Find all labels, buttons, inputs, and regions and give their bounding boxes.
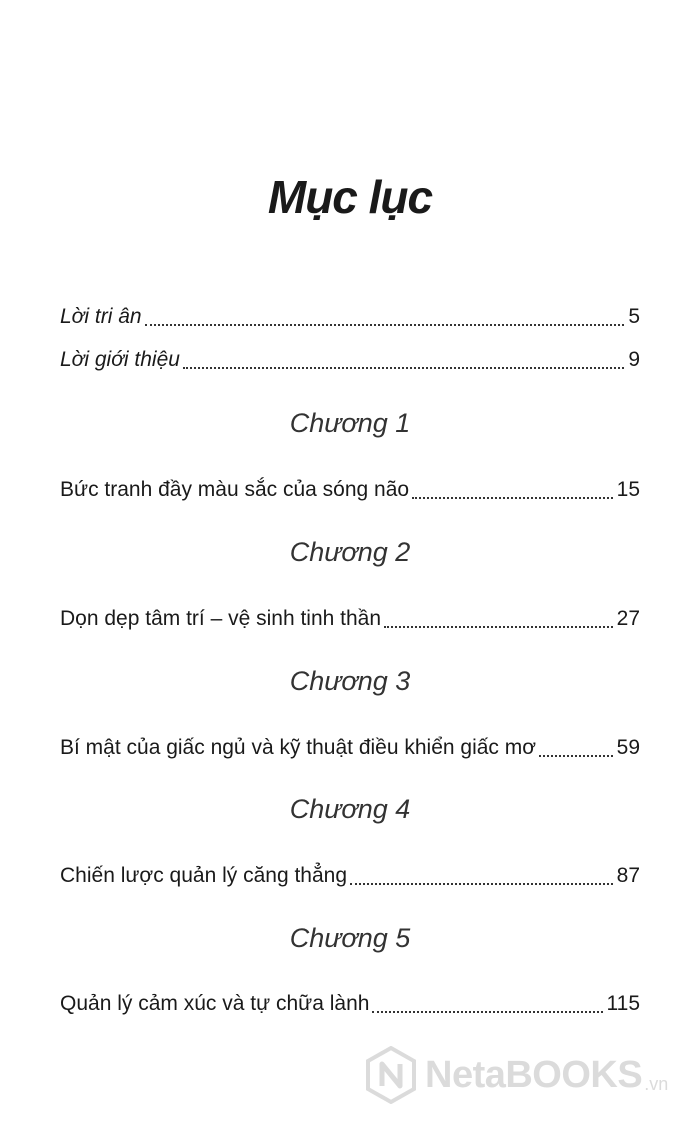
- toc-entry-title: Bí mật của giấc ngủ và kỹ thuật điều khiển giấc mơ: [60, 736, 537, 759]
- toc-page-number: 5: [628, 305, 640, 328]
- toc-page-number: 59: [616, 736, 640, 759]
- toc-leader-dots: [412, 477, 613, 499]
- n-hexagon-icon: [365, 1046, 417, 1104]
- toc-page-number: 87: [616, 864, 640, 887]
- toc-leader-dots: [539, 735, 613, 757]
- toc-leader-dots: [350, 863, 613, 885]
- toc-entry-title: Dọn dẹp tâm trí – vệ sinh tinh thần: [60, 607, 382, 630]
- toc-page-number: 115: [606, 992, 640, 1015]
- toc-entry[interactable]: [60, 604, 640, 634]
- chapter-heading: Chương 2: [289, 537, 411, 567]
- toc-entry-title: Lời giới thiệu: [60, 348, 180, 371]
- toc-leader-dots: [384, 606, 613, 628]
- toc-entry-title: Quản lý cảm xúc và tự chữa lành: [60, 992, 370, 1015]
- toc-entry-title: Chiến lược quản lý căng thẳng: [60, 864, 348, 887]
- toc-leader-dots: [145, 304, 625, 326]
- chapter-heading: Chương 1: [289, 408, 411, 438]
- chapter-heading: Chương 5: [289, 923, 411, 953]
- watermark-suffix: .vn: [644, 1074, 669, 1094]
- toc-page-number: 15: [616, 478, 640, 501]
- chapter-heading: Chương 4: [289, 794, 411, 824]
- toc-leader-dots: [372, 991, 602, 1013]
- toc-entry[interactable]: [60, 345, 640, 375]
- toc-page-number: 9: [628, 348, 640, 371]
- toc-page-number: 27: [616, 607, 640, 630]
- toc-entry-title: Lời tri ân: [60, 305, 142, 328]
- watermark: [365, 1045, 668, 1105]
- chapter-heading: Chương 3: [289, 666, 411, 696]
- page-title: Mục lục: [267, 171, 433, 223]
- toc-entry-title: Bức tranh đầy màu sắc của sóng não: [60, 478, 410, 501]
- toc-entry[interactable]: [60, 302, 640, 332]
- toc-entry[interactable]: [60, 989, 640, 1019]
- toc-entry[interactable]: [60, 861, 640, 891]
- watermark-brand: NetaBOOKS: [425, 1053, 643, 1096]
- toc-entry[interactable]: [60, 475, 640, 505]
- toc-leader-dots: [183, 347, 624, 369]
- toc-entry[interactable]: [60, 733, 640, 763]
